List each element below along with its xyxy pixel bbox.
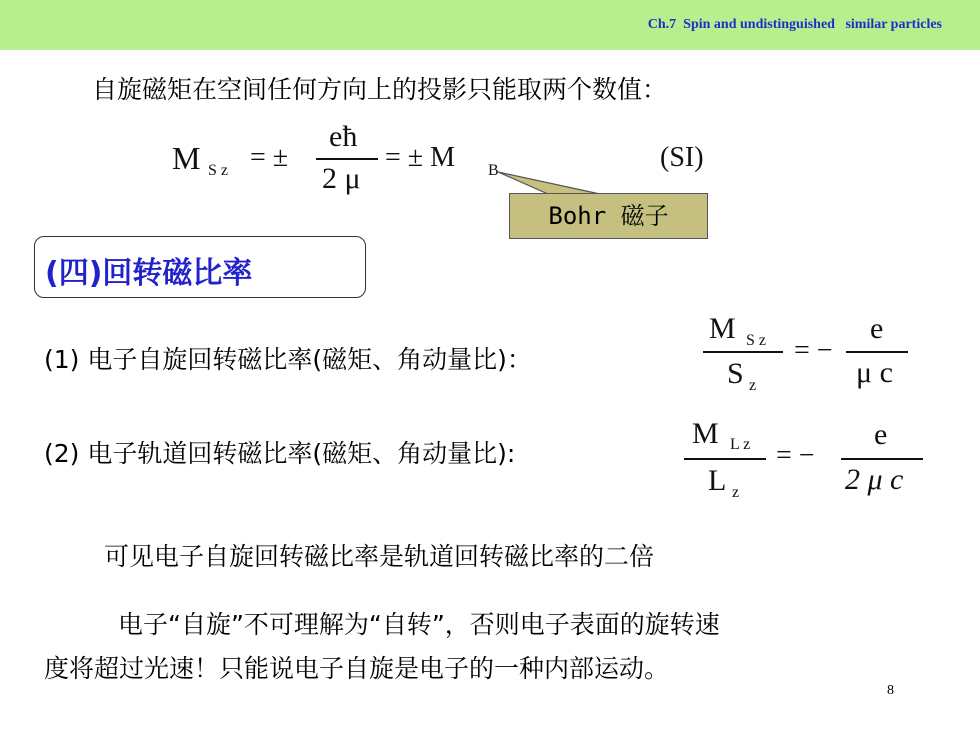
- item2-eq: = −: [776, 440, 815, 471]
- item2-rhs-num: e: [874, 418, 888, 451]
- item1-rhs-den: μ c: [856, 356, 893, 389]
- item1-den-main: S: [727, 357, 744, 390]
- note-line-2: 度将超过光速！只能说电子自旋是电子的一种内部运动。: [44, 654, 670, 683]
- item2-text: (2) 电子轨道回转磁比率(磁矩、角动量比):: [44, 439, 516, 468]
- item2-num-main: M: [692, 417, 719, 450]
- eq1-lhs-sub: S z: [208, 162, 228, 179]
- note-line-1: 电子“自旋”不可理解为“自转”，否则电子表面的旋转速: [118, 610, 720, 639]
- section-title: (四)回转磁比率: [45, 256, 253, 291]
- item2-rhs-line: [841, 458, 923, 460]
- bohr-magneton-callout: Bohr 磁子: [509, 193, 708, 239]
- eq1-unit: (SI): [660, 142, 704, 173]
- eq1-rhs-sub: B: [488, 162, 499, 179]
- item1-rhs-num: e: [870, 312, 884, 345]
- chapter-title: Ch.7 Spin and undistinguished similar particles: [647, 17, 942, 32]
- item2-num-sub: L z: [730, 436, 751, 453]
- item2-den-sub: z: [732, 484, 740, 501]
- page-number: 8: [887, 683, 894, 698]
- intro-text: 自旋磁矩在空间任何方向上的投影只能取两个数值：: [92, 75, 668, 104]
- item1-rhs-line: [846, 351, 908, 353]
- item1-den-sub: z: [749, 377, 757, 394]
- item1-num-main: M: [709, 312, 736, 345]
- eq1-rhs: = ± M: [385, 142, 456, 173]
- eq1-frac-num: eħ: [329, 120, 358, 153]
- eq1-lhs-main: M: [172, 140, 201, 176]
- item2-rhs-den: 2 μ c: [845, 463, 904, 496]
- eq1-frac-den: 2 μ: [322, 162, 361, 195]
- eq1-pm: = ±: [250, 142, 289, 173]
- item1-text: (1) 电子自旋回转磁比率(磁矩、角动量比)：: [44, 345, 532, 374]
- item2-den-main: L: [708, 464, 727, 497]
- item2-frac-line: [684, 458, 766, 460]
- item1-eq: = −: [794, 335, 833, 366]
- item1-frac-line: [703, 351, 783, 353]
- conclusion-text: 可见电子自旋回转磁比率是轨道回转磁比率的二倍: [104, 542, 655, 571]
- item1-num-sub: S z: [746, 332, 766, 349]
